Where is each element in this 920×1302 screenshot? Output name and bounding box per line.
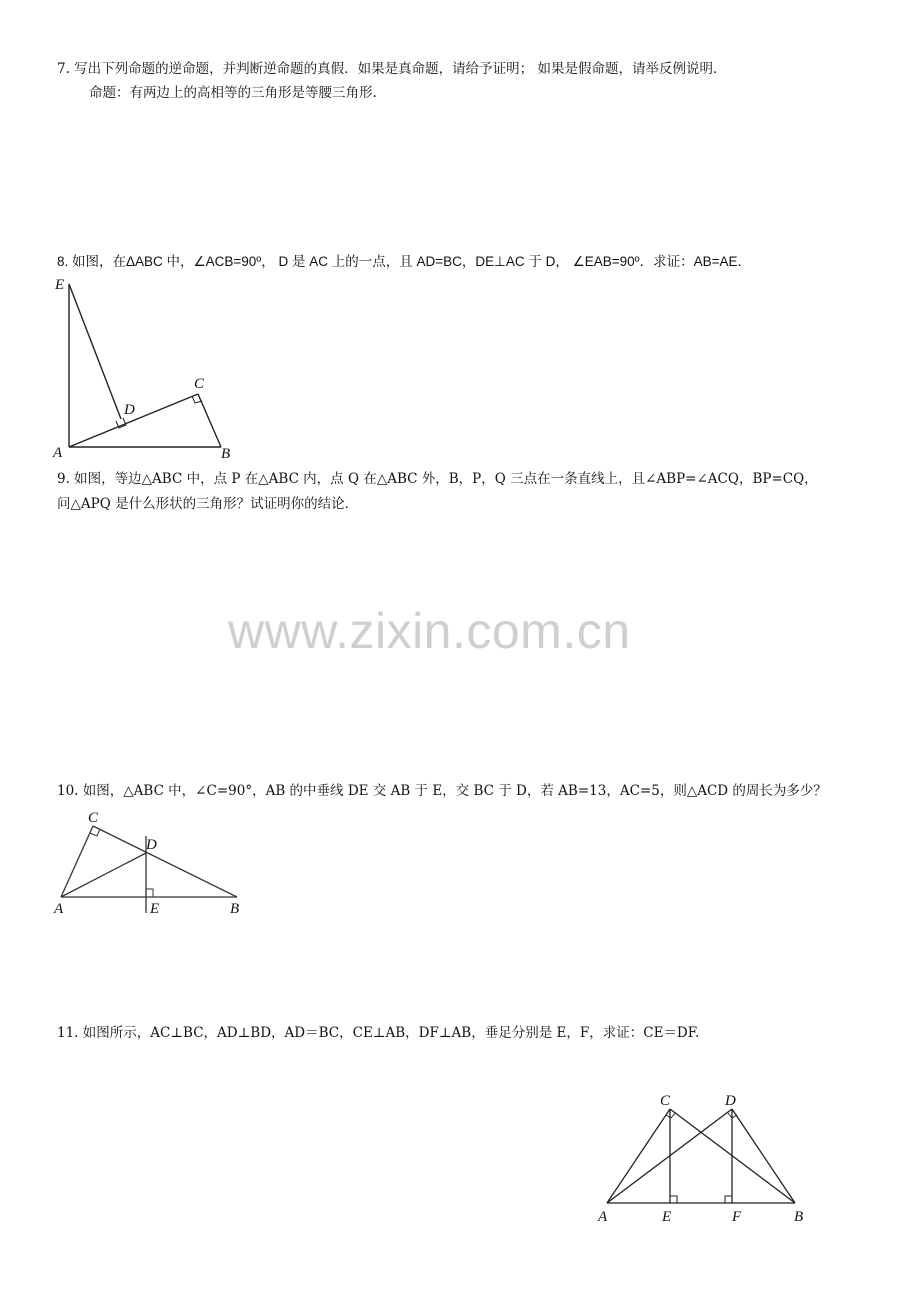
q11-figure [595, 1085, 815, 1230]
q10-figure [50, 805, 250, 920]
q7-line1: 7. 写出下列命题的逆命题，并判断逆命题的真假．如果是真命题，请给予证明； 如果是假命题，请举反例说明． [57, 61, 727, 77]
q8-text: 8. 如图，在ΔABC 中，∠ACB=90º， D 是 AC 上的一点，且 AD=BC，DE⊥AC 于 D， ∠EAB=90º．求证：AB=AE． [57, 254, 751, 269]
q10-text: 10. 如图，△ABC 中，∠C=90°，AB 的中垂线 DE 交 AB 于 E，交 BC 于 D，若 AB=13，AC=5，则△ACD 的周长为多少？ [57, 783, 827, 799]
q11-label-f: F [732, 1209, 742, 1225]
q9-line1: 9. 如图，等边△ABC 中，点 P 在△ABC 内，点 Q 在△ABC 外，B，P，Q 三点在一条直线上，且∠ABP=∠ACQ，BP=CQ， [57, 471, 818, 487]
q11-right-angle-f [725, 1196, 732, 1203]
q10-segment-ad [61, 853, 146, 897]
q11-label-c: C [660, 1093, 671, 1109]
q11-segment-db [732, 1109, 795, 1203]
q11-right-angle-e [670, 1196, 677, 1203]
q8-label-c: C [194, 376, 205, 392]
q11-label-d: D [725, 1093, 736, 1109]
q11-label-e: E [662, 1209, 672, 1225]
q8-segment-cb [198, 394, 221, 447]
q10-label-e: E [150, 901, 160, 917]
watermark: www.zixin.com.cn [228, 603, 631, 659]
q11-text: 11. 如图所示，AC⊥BC，AD⊥BD，AD＝BC，CE⊥AB，DF⊥AB，垂足分别是 E，F，求证：CE＝DF. [57, 1025, 700, 1041]
q8-segment-ed [69, 284, 121, 419]
q10-label-b: B [230, 901, 240, 917]
q8-label-a: A [53, 445, 63, 461]
q10-segment-cb [93, 826, 237, 897]
q9-line2: 问△APQ 是什么形状的三角形？试证明你的结论． [57, 496, 359, 512]
q8-label-e: E [55, 277, 65, 293]
q10-segment-ac [61, 826, 93, 897]
q10-right-angle-e [146, 889, 153, 897]
q8-label-d: D [124, 402, 135, 418]
q10-label-d: D [146, 837, 157, 853]
q10-label-c: C [88, 810, 99, 826]
q7-line2: 命题：有两边上的高相等的三角形是等腰三角形. [89, 85, 377, 101]
q11-label-b: B [794, 1209, 804, 1225]
q8-label-b: B [221, 446, 231, 462]
q11-label-a: A [598, 1209, 608, 1225]
q10-label-a: A [54, 901, 64, 917]
q11-segment-ac [607, 1109, 670, 1203]
q8-figure [50, 275, 250, 465]
